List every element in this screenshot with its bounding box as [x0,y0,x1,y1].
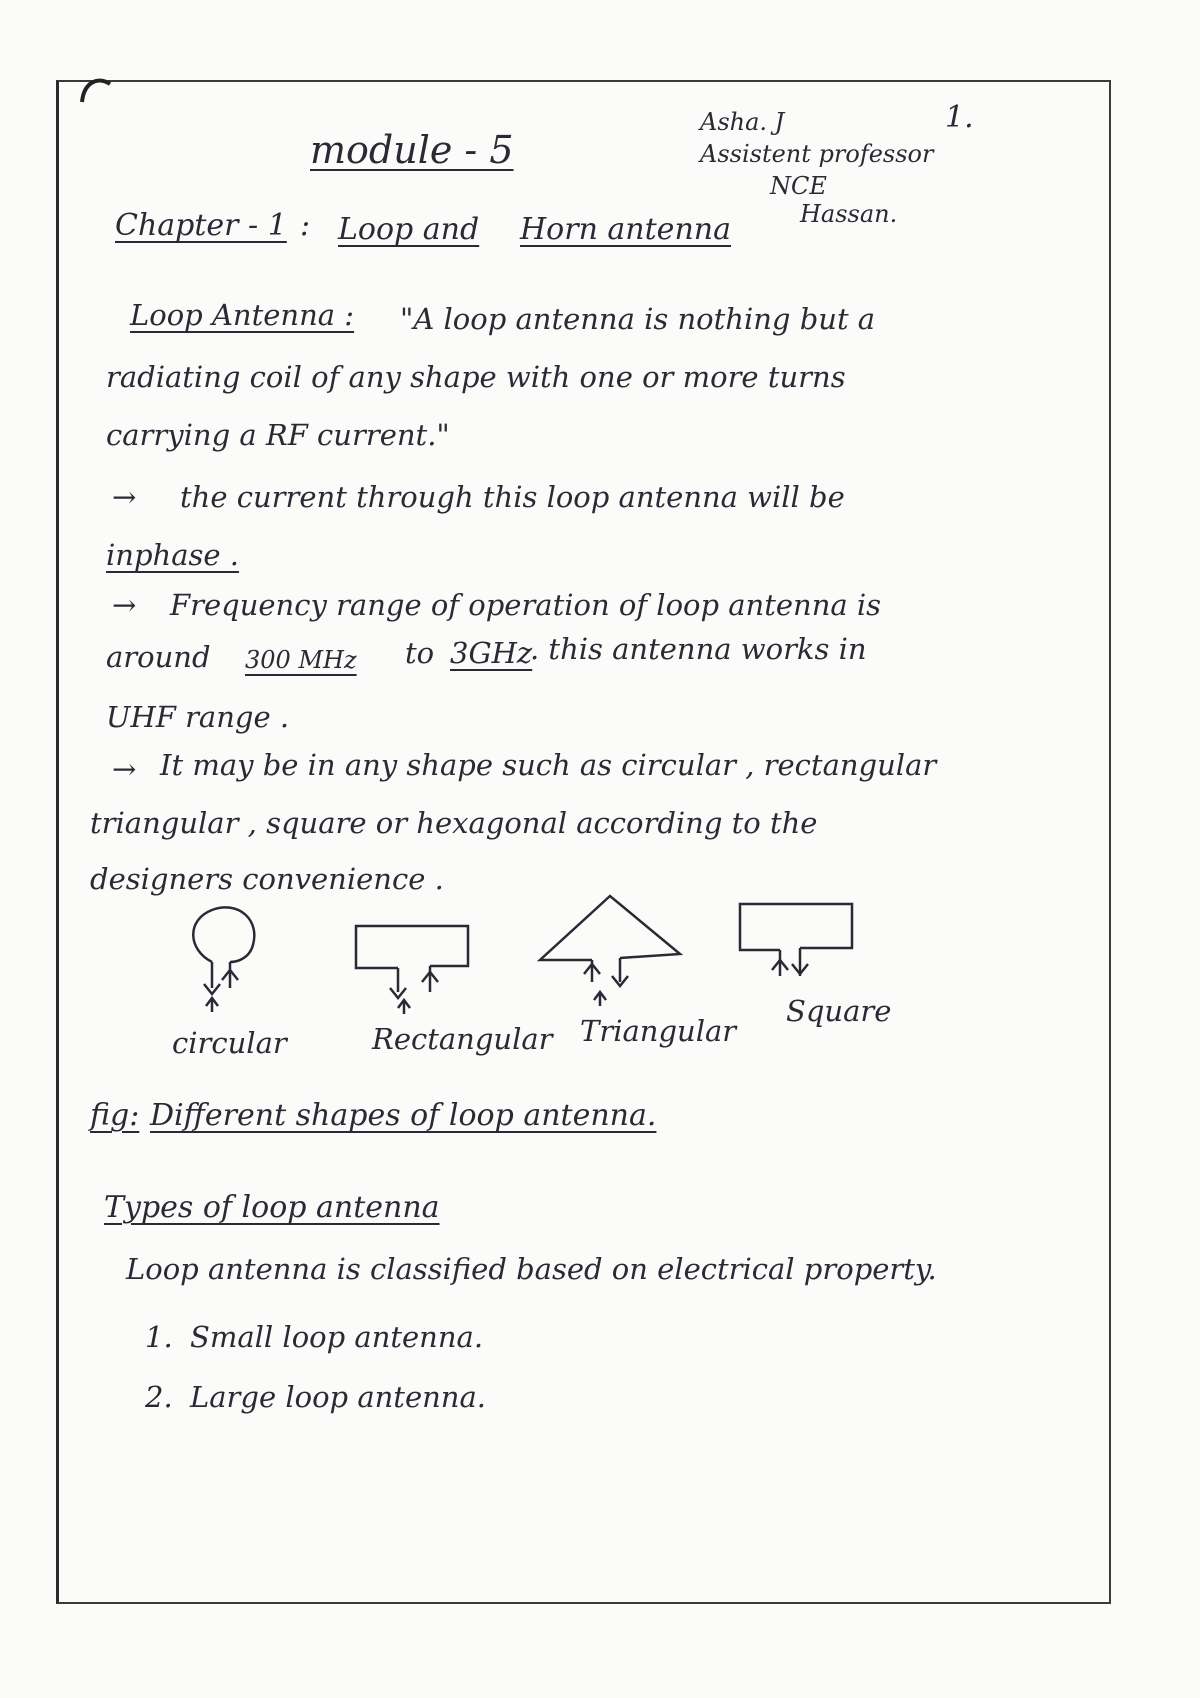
point-2-works-in: . this antenna works in [530,632,867,666]
definition-line-3: carrying a RF current." [106,418,450,452]
author-designation: Assistent professor [700,140,934,168]
chapter-label: Chapter - 1 [115,208,287,243]
point-2-freq-low: 300 MHz [245,646,357,674]
chapter-title-horn: Horn antenna [520,212,731,247]
definition-line-1: "A loop antenna is nothing but a [400,302,876,336]
rectangular-loop-shape [356,926,468,1014]
definition-term: Loop Antenna : [130,298,355,332]
point-2-around: around [106,640,211,674]
figure-caption-prefix: fig: [90,1098,140,1133]
college-name: NCE [770,172,827,200]
page-number: 1. [945,100,974,135]
definition-line-2: radiating coil of any shape with one or more turns [106,360,846,394]
types-heading: Types of loop antenna [104,1190,440,1225]
type-item-1-text: Small loop antenna. [190,1320,484,1354]
label-circular: circular [172,1026,287,1060]
author-name: Asha. J [700,108,785,136]
point-3-line-1: It may be in any shape such as circular , rectangular [160,748,937,782]
point-2-arrow: → [112,588,137,622]
point-2-freq-high: 3GHz [450,636,533,670]
type-item-1-num: 1. [145,1320,173,1354]
type-item-2-text: Large loop antenna. [190,1380,486,1414]
point-2-line-1: Frequency range of operation of loop antenna is [170,588,882,622]
figure-caption: Different shapes of loop antenna. [150,1098,657,1133]
label-rectangular: Rectangular [372,1022,553,1056]
point-1-line-1: the current through this loop antenna will be [180,480,845,514]
college-place: Hassan. [800,200,898,228]
chapter-title-loop: Loop and [338,212,480,247]
types-intro: Loop antenna is classified based on electrical property. [126,1252,937,1286]
triangular-loop-shape [540,896,680,1006]
type-item-2-num: 2. [145,1380,173,1414]
point-3-line-2: triangular , square or hexagonal according to the [90,806,818,840]
label-square: Square [786,994,892,1028]
circular-loop-shape [193,907,254,1012]
label-triangular: Triangular [580,1014,737,1048]
point-1-arrow: → [112,480,137,514]
chapter-separator: : [300,208,311,243]
point-1-line-2: inphase . [106,538,239,572]
module-title: module - 5 [310,128,514,172]
point-2-to: to [405,636,435,670]
square-loop-shape [740,904,852,976]
point-3-arrow: → [112,752,137,786]
point-2-line-3: UHF range . [106,700,290,734]
point-3-line-3: designers convenience . [90,862,444,896]
